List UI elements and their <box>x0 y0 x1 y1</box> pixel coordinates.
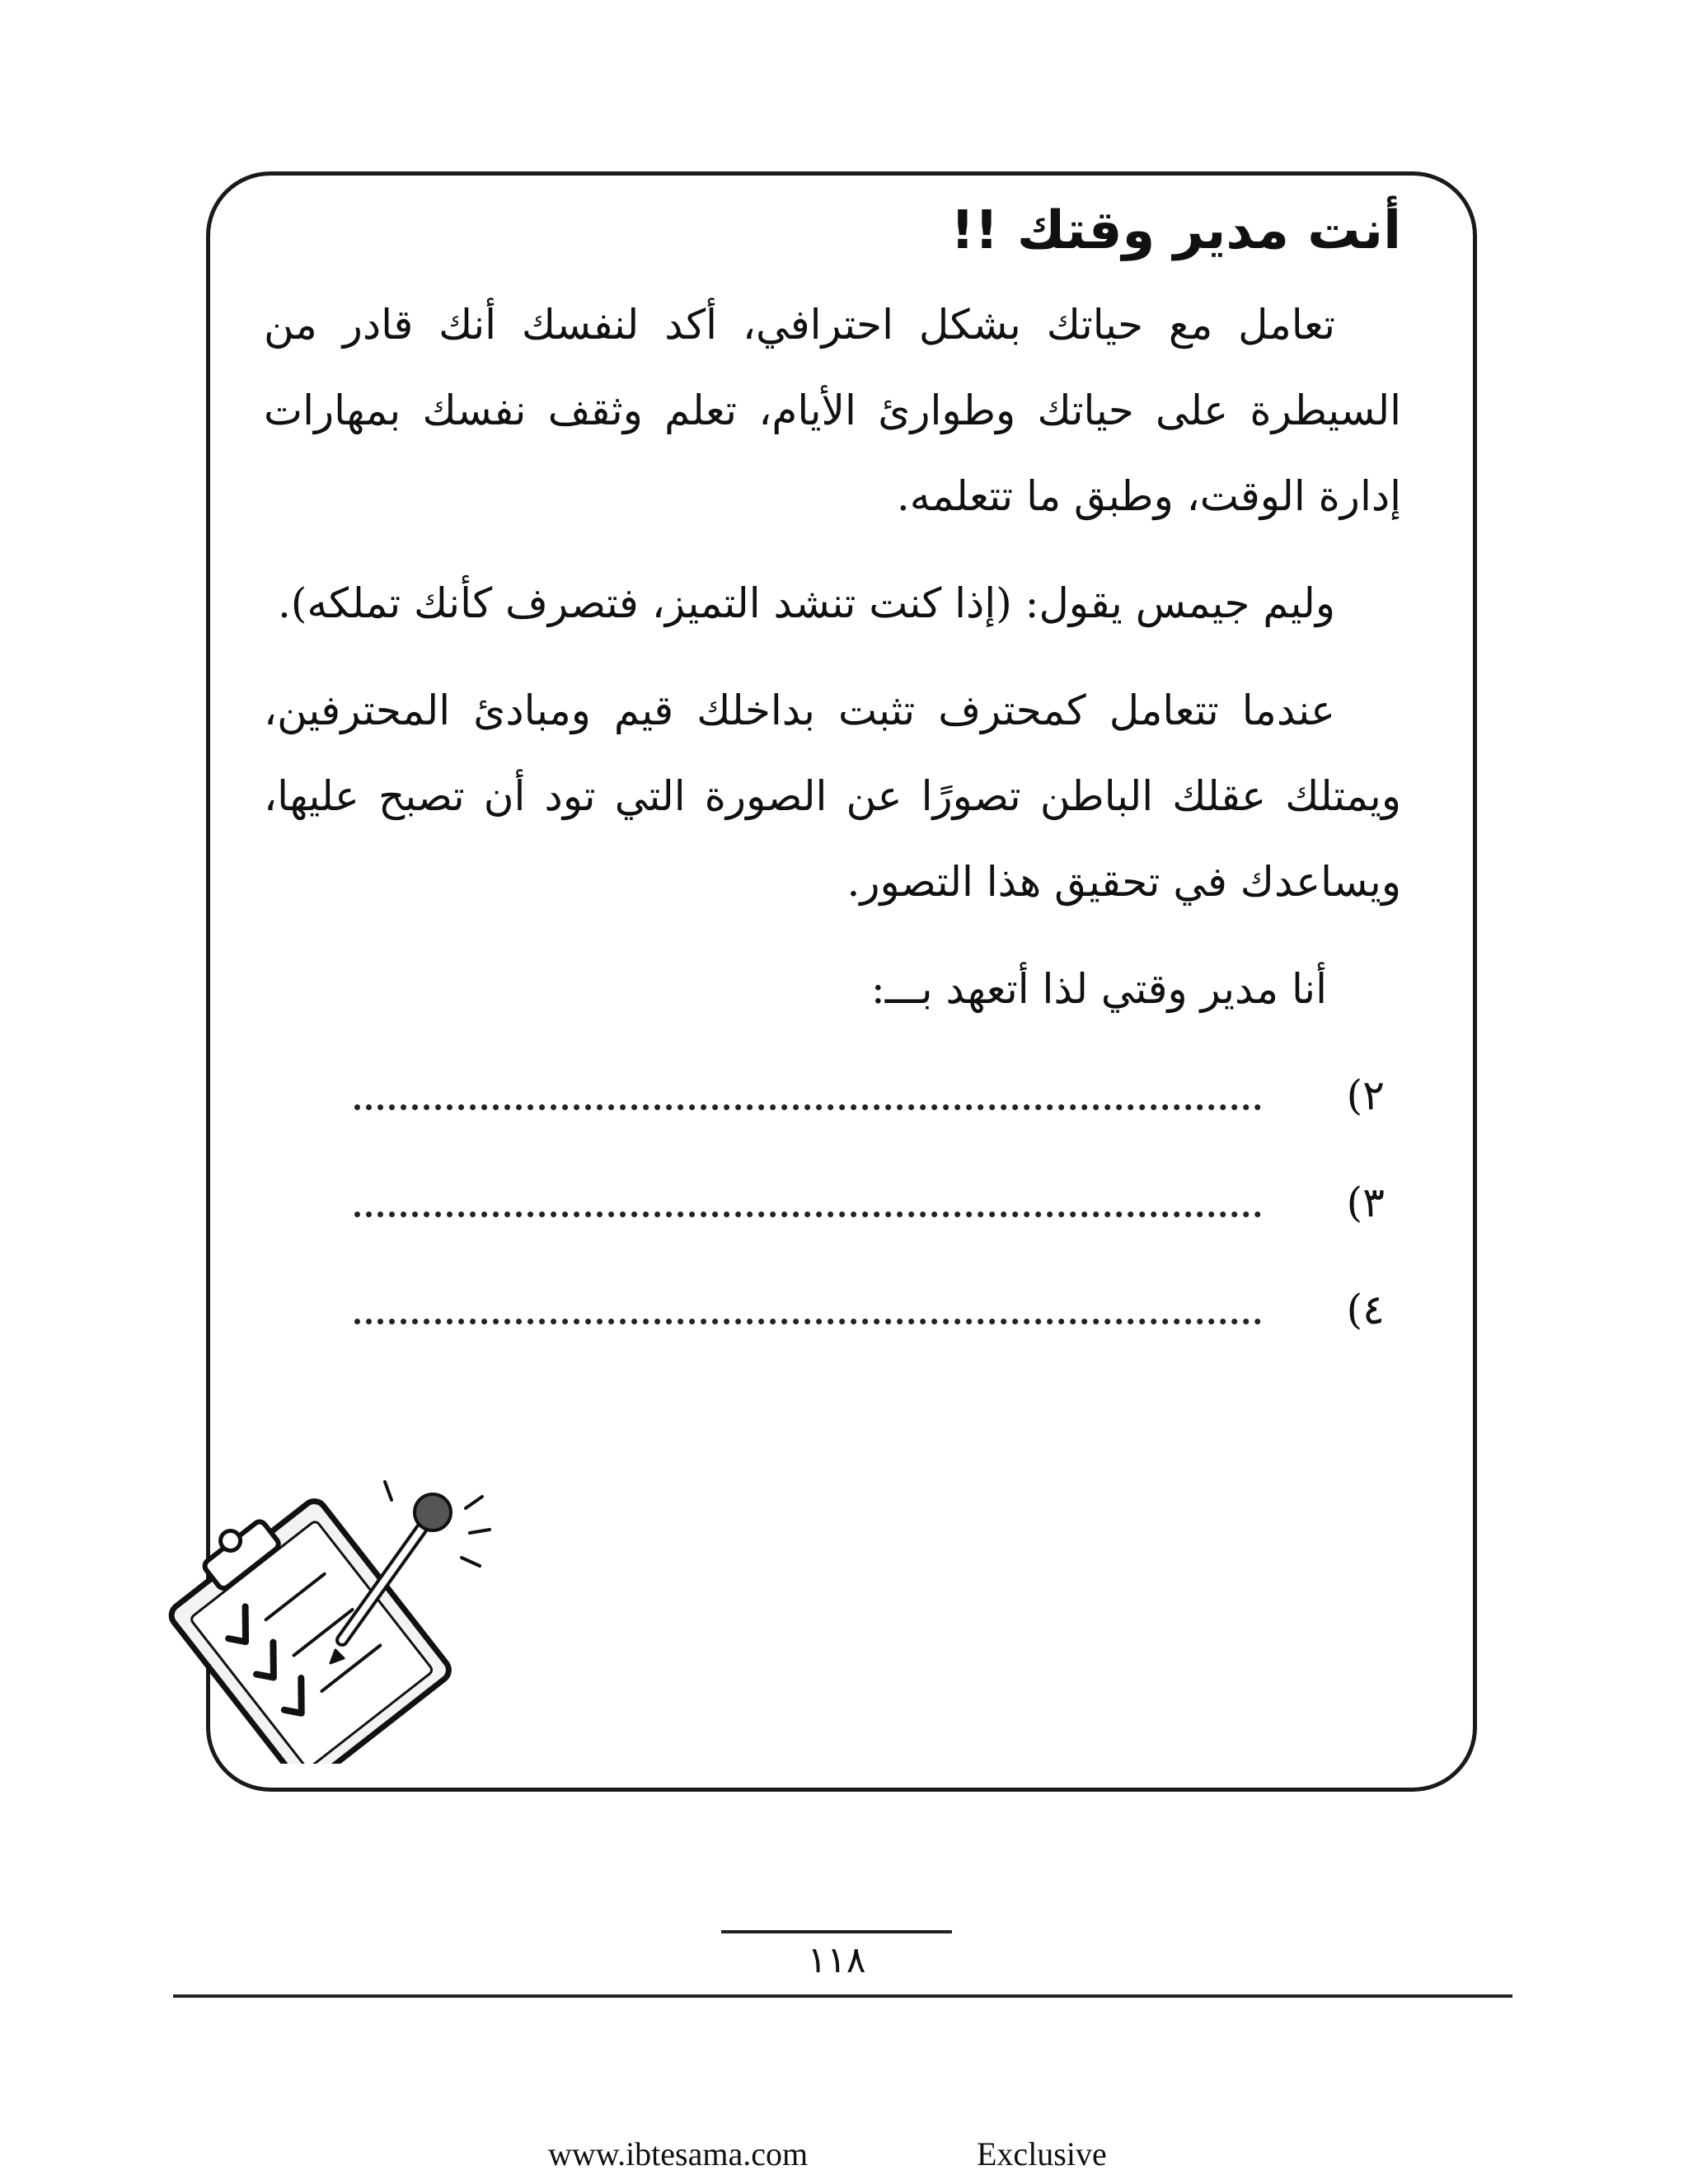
fill-in-line[interactable] <box>354 1212 1261 1217</box>
page-content <box>264 190 1401 1363</box>
footer-label: Exclusive <box>977 2135 1107 2172</box>
paragraph-2 <box>264 560 1401 646</box>
paragraph-3-text: عندما تتعامل كمحترف تثبت بداخلك قيم ومبادئ المحترفين، ويمتلك عقلك الباطن تصورًا عن الصورة التي تود أن تصبح عليها، ويساعدك في تحقيق هذا التصور. <box>264 687 1401 906</box>
page-title: أنت مدير وقتك !! <box>950 200 1401 261</box>
list-item <box>264 1042 1401 1149</box>
list-item-number: ٢) <box>1346 1071 1385 1119</box>
clipboard-checklist-icon <box>152 1467 499 1764</box>
page-number: ١١٨ <box>807 1939 866 1981</box>
fill-in-line[interactable] <box>354 1319 1261 1324</box>
list-item-number: ٣) <box>1346 1179 1385 1226</box>
list-item <box>264 1256 1401 1363</box>
pledge-line: أنا مدير وقتي لذا أتعهد بـــ: <box>870 965 1327 1013</box>
list-item-number: ٤) <box>1346 1286 1385 1333</box>
paragraph-1 <box>264 282 1401 539</box>
paragraph-1-text: تعامل مع حياتك بشكل احترافي، أكد لنفسك أنك قادر من السيطرة على حياتك وطوارئ الأيام، تعلم وثقف نفسك بمهارات إدارة الوقت، وطبق ما تتعلمه. <box>264 301 1401 520</box>
list-item <box>264 1149 1401 1256</box>
fill-in-line[interactable] <box>354 1104 1261 1110</box>
page-number-rule <box>721 1930 952 1933</box>
paragraph-2-text: وليم جيمس يقول: (إذا كنت تنشد التميز، فتصرف كأنك تملكه). <box>277 579 1335 627</box>
paragraph-3 <box>264 668 1401 925</box>
footer-website: www.ibtesama.com <box>548 2135 809 2172</box>
page-divider <box>173 1994 1512 1998</box>
